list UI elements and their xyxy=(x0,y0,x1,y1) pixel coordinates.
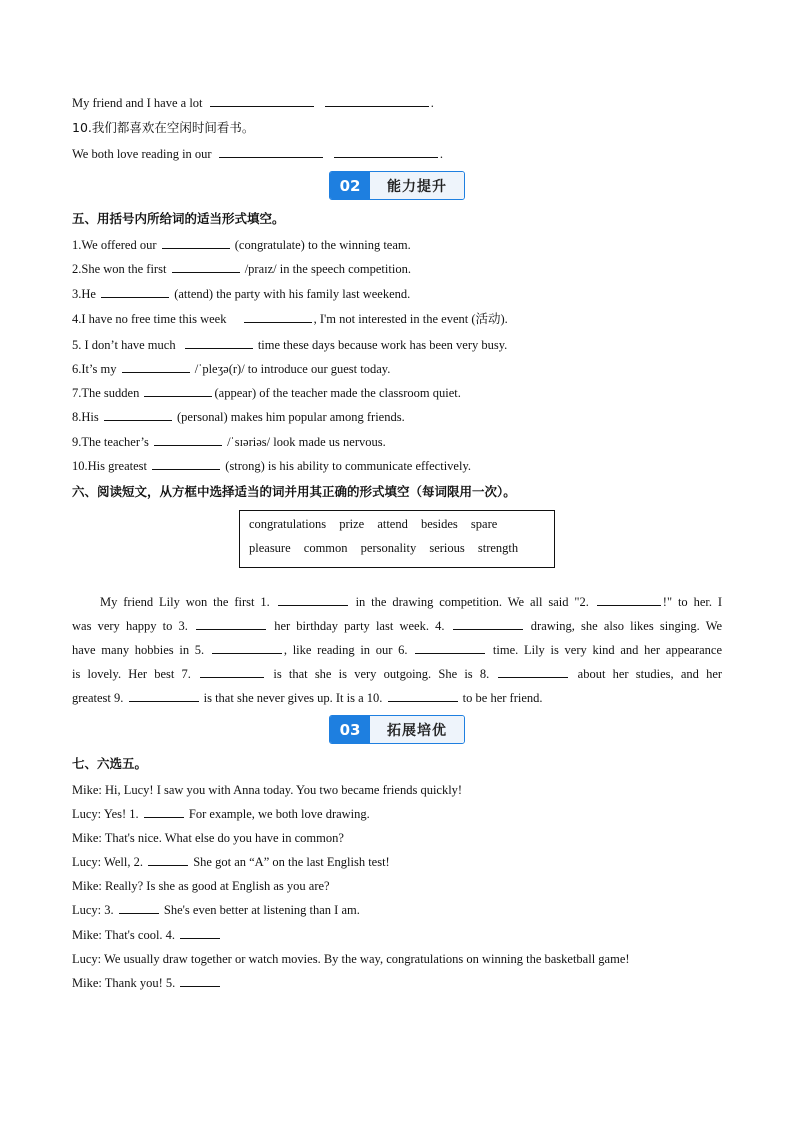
answer-blank[interactable] xyxy=(212,642,282,654)
exercise-item xyxy=(72,286,410,302)
exercise-item xyxy=(72,385,461,401)
exercise-item xyxy=(72,261,411,277)
answer-blank[interactable] xyxy=(152,458,220,470)
item-text: (attend) the party with his family last weekend. xyxy=(174,287,411,301)
passage-text: , like reading in our 6. xyxy=(283,643,408,657)
answer-blank[interactable] xyxy=(172,261,240,273)
item-text: 5. I don’t have much xyxy=(72,338,176,352)
section-banner-03 xyxy=(329,715,465,744)
answer-blank[interactable] xyxy=(388,690,458,702)
answer-blank[interactable] xyxy=(196,618,266,630)
answer-blank[interactable] xyxy=(325,95,429,107)
word-bank-word: congratulations xyxy=(249,517,327,531)
answer-blank[interactable] xyxy=(415,642,485,654)
exercise-item xyxy=(72,361,390,377)
banner-title: 能力提升 xyxy=(370,172,464,199)
dialogue-text: Mike: Hi, Lucy! I saw you with Anna today. You two became friends quickly! xyxy=(72,783,463,797)
item-text: 6.It’s my xyxy=(72,362,117,376)
dialogue-text: Mike: That's cool. 4. xyxy=(72,928,176,942)
section-6-heading: 六、阅读短文，从方框中选择适当的词并用其正确的形式填空（每词限用一次）。 xyxy=(72,484,516,499)
item-text: /praɪz/ in the speech competition. xyxy=(244,262,411,276)
dialogue-text: Mike: That's nice. What else do you have in common? xyxy=(72,831,344,845)
dialogue-text: Lucy: 3. xyxy=(72,903,114,917)
word-bank-box xyxy=(239,510,555,568)
answer-blank[interactable] xyxy=(453,618,523,630)
top-line-2 xyxy=(72,120,254,136)
section-5-heading: 五、用括号内所给词的适当形式填空。 xyxy=(72,211,285,226)
dialogue-text: Lucy: Yes! 1. xyxy=(72,807,139,821)
item-text: 10.His greatest xyxy=(72,459,147,473)
dialogue-text: Mike: Really? Is she as good at English as you are? xyxy=(72,879,330,893)
item-text: /ˈsɪəriəs/ look made us nervous. xyxy=(227,435,386,449)
answer-blank[interactable] xyxy=(104,409,172,421)
dialogue-line xyxy=(72,975,222,991)
item-text: 4.I have no free time this week xyxy=(72,312,227,326)
answer-blank[interactable] xyxy=(498,666,568,678)
passage-text: about her studies, and her xyxy=(577,667,723,681)
answer-blank[interactable] xyxy=(244,311,312,323)
exercise-item xyxy=(72,458,471,474)
passage-text: is lovely. Her best 7. xyxy=(72,667,191,681)
passage-text: to be her friend. xyxy=(462,691,543,705)
passage-text: drawing, she also likes singing. We xyxy=(530,619,723,633)
passage-text: is that she is very outgoing. She is 8. xyxy=(273,667,490,681)
exercise-item xyxy=(72,409,405,425)
passage-text: in the drawing competition. We all said "2. xyxy=(355,595,589,609)
answer-blank[interactable] xyxy=(597,594,661,606)
exercise-item xyxy=(72,434,386,450)
item-text: , I'm not interested in the event (活动). xyxy=(313,312,508,326)
passage-line xyxy=(72,638,722,662)
item-text: 7.The sudden xyxy=(72,386,140,400)
answer-blank[interactable] xyxy=(119,902,159,914)
word-bank-row xyxy=(249,541,518,556)
exercise-item xyxy=(72,237,411,253)
answer-blank[interactable] xyxy=(180,927,220,939)
item-text: 1.We offered our xyxy=(72,238,157,252)
passage-text: was very happy to 3. xyxy=(72,619,188,633)
answer-blank[interactable] xyxy=(219,146,323,158)
dialogue-text: Lucy: Well, 2. xyxy=(72,855,143,869)
dialogue-line xyxy=(72,878,330,894)
item-text: /ˈpleʒə(r)/ to introduce our guest today. xyxy=(194,362,391,376)
banner-title: 拓展培优 xyxy=(370,716,464,743)
passage-text: time. Lily is very kind and her appearance xyxy=(492,643,722,657)
item-text: (personal) makes him popular among friends. xyxy=(177,410,405,424)
word-bank-word: serious xyxy=(429,541,465,555)
passage-text: greatest 9. xyxy=(72,691,124,705)
top-line-3: We both love reading in our . xyxy=(72,147,443,161)
word-bank-word: besides xyxy=(420,517,458,531)
answer-blank[interactable] xyxy=(334,146,438,158)
passage xyxy=(72,590,722,710)
top-line-3-text: We both love reading in our xyxy=(72,147,212,161)
passage-text: !" to her. I xyxy=(662,595,723,609)
dialogue-text: Lucy: We usually draw together or watch movies. By the way, congratulations on winning the basketball game! xyxy=(72,952,630,966)
item-text: 2.She won the first xyxy=(72,262,167,276)
answer-blank[interactable] xyxy=(154,434,222,446)
dialogue-text: She's even better at listening than I am. xyxy=(163,903,360,917)
answer-blank[interactable] xyxy=(144,385,212,397)
item-text: 8.His xyxy=(72,410,99,424)
answer-blank[interactable] xyxy=(185,337,253,349)
answer-blank[interactable] xyxy=(278,594,348,606)
answer-blank[interactable] xyxy=(148,854,188,866)
item-text: (appear) of the teacher made the classroom quiet. xyxy=(214,386,461,400)
passage-text: have many hobbies in 5. xyxy=(72,643,205,657)
dialogue-line xyxy=(72,927,222,943)
dialogue-line xyxy=(72,902,360,918)
answer-blank[interactable] xyxy=(162,237,230,249)
answer-blank[interactable] xyxy=(144,806,184,818)
top-line-1: My friend and I have a lot . xyxy=(72,96,434,110)
answer-blank[interactable] xyxy=(101,286,169,298)
exercise-item xyxy=(72,311,508,327)
answer-blank[interactable] xyxy=(129,690,199,702)
word-bank-row xyxy=(249,517,507,532)
banner-number: 02 xyxy=(330,172,370,199)
word-bank-word: pleasure xyxy=(249,541,291,555)
section-7-heading: 七、六选五。 xyxy=(72,756,148,771)
answer-blank[interactable] xyxy=(200,666,264,678)
word-bank-word: attend xyxy=(377,517,408,531)
dialogue-text: Mike: Thank you! 5. xyxy=(72,976,176,990)
dialogue-line xyxy=(72,854,390,870)
chinese-prompt: 10.我们都喜欢在空闲时间看书。 xyxy=(72,120,255,135)
item-text: 9.The teacher’s xyxy=(72,435,149,449)
word-bank-word: prize xyxy=(339,517,365,531)
passage-line xyxy=(72,686,722,710)
item-text: time these days because work has been very busy. xyxy=(257,338,508,352)
passage-line xyxy=(72,590,722,614)
answer-blank[interactable] xyxy=(210,95,314,107)
dialogue-line xyxy=(72,782,462,798)
passage-text: My friend Lily won the first 1. xyxy=(100,595,270,609)
passage-text: is that she never gives up. It is a 10. xyxy=(203,691,383,705)
word-bank-word: personality xyxy=(360,541,417,555)
dialogue-text: She got an “A” on the last English test! xyxy=(193,855,390,869)
dialogue-line xyxy=(72,830,344,846)
dialogue-line xyxy=(72,951,630,967)
answer-blank[interactable] xyxy=(122,361,190,373)
top-line-1-text: My friend and I have a lot xyxy=(72,96,203,110)
banner-number: 03 xyxy=(330,716,370,743)
exercise-item xyxy=(72,337,507,353)
answer-blank[interactable] xyxy=(180,975,220,987)
dialogue-text: For example, we both love drawing. xyxy=(188,807,370,821)
item-text: (strong) is his ability to communicate effectively. xyxy=(225,459,472,473)
dialogue-line xyxy=(72,806,370,822)
item-text: 3.He xyxy=(72,287,96,301)
word-bank-word: common xyxy=(303,541,348,555)
word-bank-word: spare xyxy=(470,517,498,531)
passage-line xyxy=(72,614,722,638)
passage-line xyxy=(72,662,722,686)
word-bank-word: strength xyxy=(477,541,519,555)
passage-text: her birthday party last week. 4. xyxy=(274,619,445,633)
item-text: (congratulate) to the winning team. xyxy=(234,238,411,252)
section-banner-02 xyxy=(329,171,465,200)
